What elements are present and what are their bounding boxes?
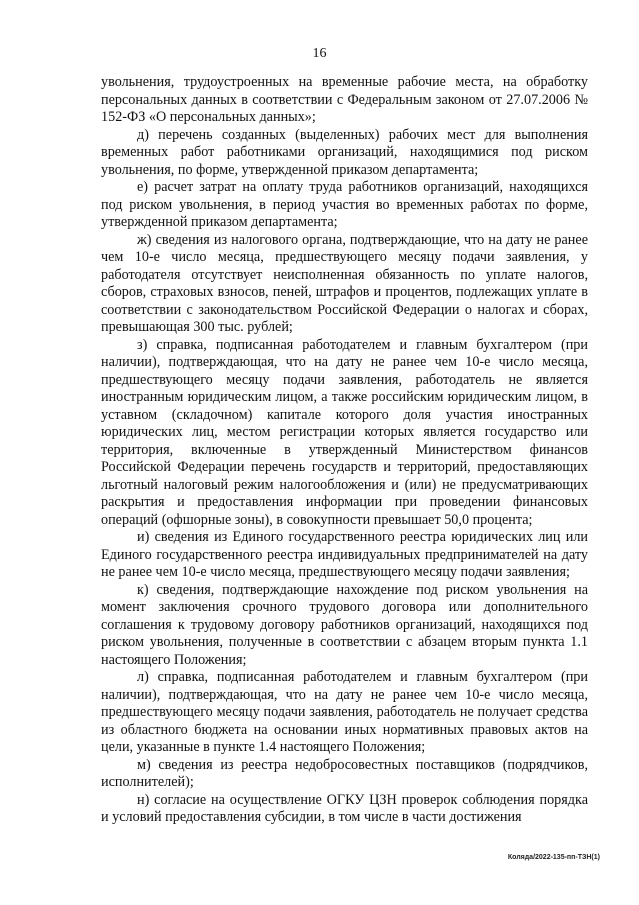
paragraph-item-i: и) сведения из Единого государственного реестра юридических лиц или Единого государственного реестра индивидуальных предпринимателей на дату не ранее чем 10-е число месяца, предшествующего месяцу подачи заявления; [101,529,588,580]
paragraph-item-z: з) справка, подписанная работодателем и главным бухгалтером (при наличии), подтверждающая, что на дату не ранее чем 10-е число месяца, предшествующего месяцу подачи заявления, работодатель не является иностранным юридическим лицом, а также российским юридическим лицом, в уставном (складочном) капитале которого доля участия иностранных юридических лиц, местом регистрации которых является государство или территория, включенные в утвержденный Министерством финансов Российской Федерации перечень государств и территорий, предоставляющих льготный налоговый режим налогообложения и (или) не предусматривающих раскрытия и предоставления информации при проведении финансовых операций (офшорные зоны), в совокупности превышает 50,0 процента; [101,336,588,528]
paragraph-item-l: л) справка, подписанная работодателем и главным бухгалтером (при наличии), подтверждающая, что на дату не ранее чем 10-е число месяца, предшествующего месяцу подачи заявления, работодатель не получает средства из областного бюджета на основании иных нормативных правовых актов на цели, указанные в пункте 1.4 настоящего Положения; [101,669,588,755]
paragraph-item-zh: ж) сведения из налогового органа, подтверждающие, что на дату не ранее чем 10-е число месяца, предшествующего месяцу подачи заявления, у работодателя отсутствует неисполненная обязанность по уплате налогов, сборов, страховых взносов, пеней, штрафов и процентов, подлежащих уплате в соответствии с законодательством Российской Федерации о налогах и сборах, превышающая 300 тыс. рублей; [101,231,588,335]
paragraph-item-e: е) расчет затрат на оплату труда работников организаций, находящихся под риском увольнения, в период участия во временных работах по форме, утвержденной приказом департамента; [101,179,588,230]
paragraph-item-k: к) сведения, подтверждающие нахождение под риском увольнения на момент заключения срочного трудового договора или дополнительного соглашения к трудовому договору работников организаций, находящихся под риском увольнения, полученные в соответствии с абзацем вторым пункта 1.1 настоящего Положения; [101,581,588,668]
paragraph-consent-continuation: увольнения, трудоустроенных на временные рабочие места, на обработку персональных данных в соответствии с Федеральным законом от 27.07.2006 № 152-ФЗ «О персональных данных»; [101,74,588,125]
paragraph-item-m: м) сведения из реестра недобросовестных поставщиков (подрядчиков, исполнителей); [101,756,588,790]
document-footer-code: Коляда/2022-135-пп-ТЗН(1) [507,854,600,861]
paragraph-item-n: н) согласие на осуществление ОГКУ ЦЗН проверок соблюдения порядка и условий предоставления субсидии, в том числе в части достижения [101,791,588,825]
paragraph-item-d: д) перечень созданных (выделенных) рабочих мест для выполнения временных работ работниками организаций, находящимися под риском увольнения, по форме, утвержденной приказом департамента; [101,126,588,178]
document-body [101,74,588,827]
page-number: 16 [312,46,327,61]
